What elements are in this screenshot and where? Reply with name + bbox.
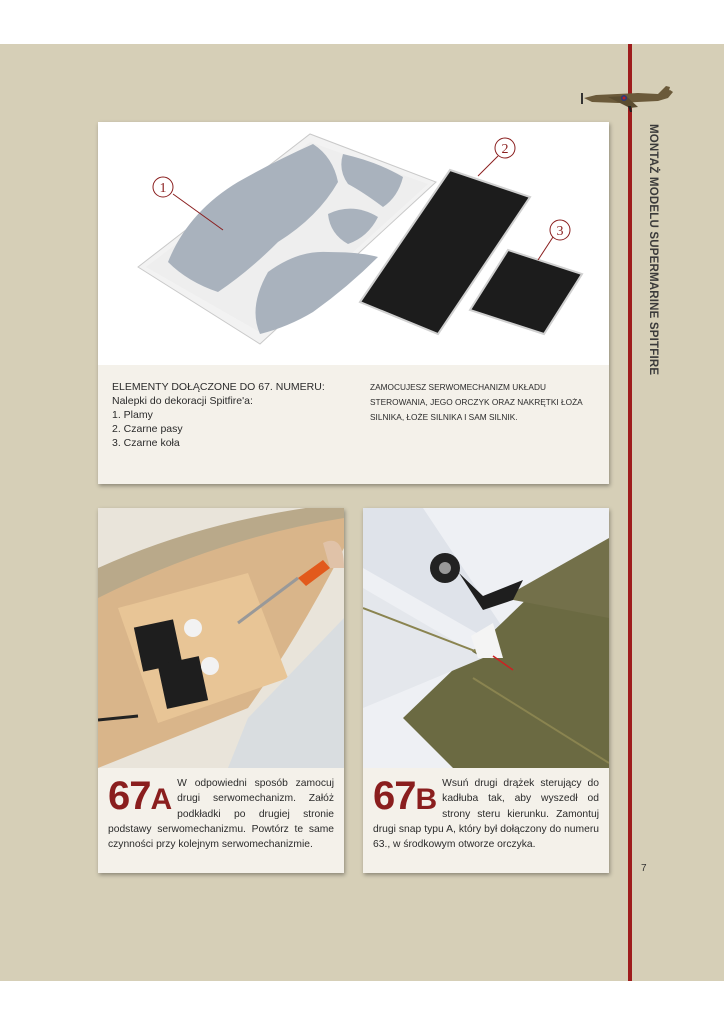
step-67a-number	[108, 774, 172, 818]
spitfire-plane-icon	[578, 84, 676, 114]
parts-caption	[112, 380, 342, 450]
step-67b-text	[373, 776, 599, 852]
step-number: 67	[373, 774, 416, 818]
parts-photo	[98, 122, 609, 365]
step-letter: B	[415, 783, 437, 816]
step-67a-description: W odpowiedni sposób zamocuj drugi serwomechanizm. Załóż podkładki po drugiej stronie podstawy serwomechanizmu. Powtórz te same czynności przy kolejnym serwomechanizmie.	[108, 778, 334, 851]
step-67b-number	[373, 774, 437, 818]
callout-1: 1	[159, 181, 167, 196]
step-67a-photo	[98, 508, 344, 768]
callout-3: 3	[556, 224, 564, 239]
caption-heading: ELEMENTY DOŁĄCZONE DO 67. NUMERU:	[112, 381, 325, 393]
caption-line: 1. Plamy	[112, 409, 153, 421]
caption-line: 3. Czarne koła	[112, 437, 180, 449]
step-67a-panel	[98, 508, 344, 873]
step-67b-photo	[363, 508, 609, 768]
step-number: 67	[108, 774, 151, 818]
caption-line: Nalepki do dekoracji Spitfire'a:	[112, 395, 253, 407]
step-67a-text	[108, 776, 334, 852]
step-letter: A	[150, 783, 172, 816]
page-number: 7	[641, 863, 647, 874]
side-title	[639, 124, 661, 424]
instruction-text: ZAMOCUJESZ SERWOMECHANIZM UKŁADU STEROWANIA, JEGO ORCZYK ORAZ NAKRĘTKI ŁOŻA SILNIKA, ŁOŻE SILNIKA I SAM SILNIK.	[370, 382, 583, 422]
caption-line: 2. Czarne pasy	[112, 423, 183, 435]
step-67b-description: Wsuń drugi drążek sterujący do kadłuba tak, aby wyszedł od strony steru kierunku. Zamontuj drugi snap typu A, który był dołączony do numeru 63., w środkowym otworze orczyka.	[373, 778, 599, 851]
step-67b-panel	[363, 508, 609, 873]
side-title-text: MONTAŻ MODELU SUPERMARINE SPITFIRE	[647, 124, 659, 376]
margin-red-line	[628, 44, 632, 981]
callout-2: 2	[501, 142, 509, 157]
parts-panel	[98, 122, 609, 484]
